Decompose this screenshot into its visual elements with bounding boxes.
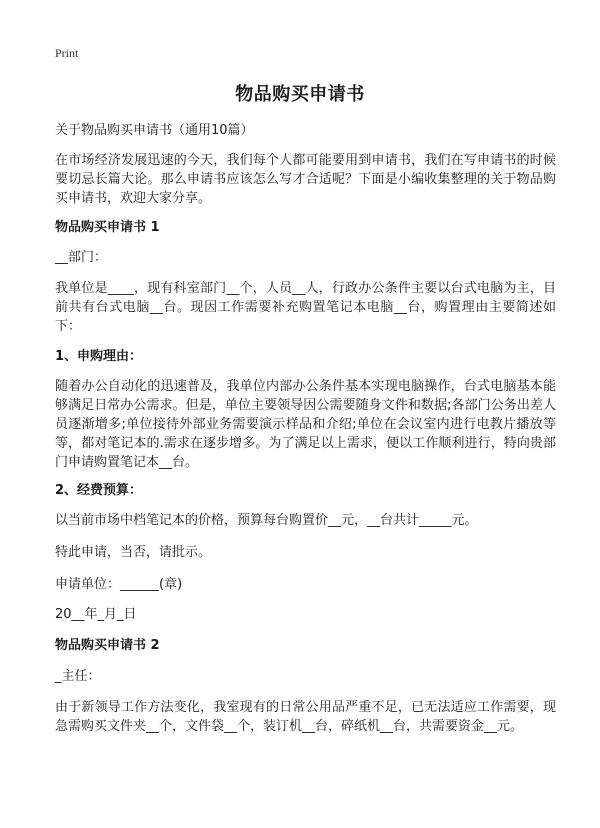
- reason-paragraph: 随着办公自动化的迅速普及，我单位内部办公条件基本实现电脑操作，台式电脑基本能够满足日常办公需求。但是，单位主要领导因公需要随身文件和数据;各部门公务出差人员逐渐增多;单位接待外部业务需要演示样品和介绍;单位在会议室内进行电教片播放等等，都对笔记本的.需求在逐步增多。为了满足以上需求，便以工作顺利进行，特向贵部门申请购置笔记本__台。: [55, 379, 556, 470]
- salutation-2: _主任：: [55, 669, 101, 684]
- paragraph-1: 我单位是____，现有科室部门__个，人员__人，行政办公条件主要以台式电脑为主，目前共有台式电脑__台。现因工作需要补充购置笔记本电脑__台，购置理由主要简述如下：: [55, 281, 556, 334]
- budget-paragraph: 以当前市场中档笔记本的价格，预算每台购置价__元，__台共计_____元。: [55, 513, 478, 528]
- section-heading-2: 物品购买申请书 2: [55, 638, 160, 653]
- salutation-1: __部门：: [55, 250, 108, 265]
- intro-paragraph: 在市场经济发展迅速的今天，我们每个人都可能要用到申请书，我们在写申请书的时候要切忌长篇大论。那么申请书应该怎么写才合适呢？下面是小编收集整理的关于物品购买申请书，欢迎大家分享。: [55, 153, 556, 206]
- date-line: 20__年_月_日: [55, 607, 137, 622]
- print-link[interactable]: Print: [55, 46, 79, 60]
- section-heading-1: 物品购买申请书 1: [55, 220, 160, 235]
- applicant-line: 申请单位：______(章): [55, 577, 183, 592]
- closing-line: 特此申请，当否，请批示。: [55, 545, 212, 560]
- document-title: 物品购买申请书: [235, 84, 365, 105]
- subtitle: 关于物品购买申请书（通用10篇）: [55, 123, 254, 138]
- paragraph-2: 由于新领导工作方法变化，我室现有的日常公用品严重不足，已无法适应工作需要，现急需购买文件夹__个，文件袋__个，装订机__台，碎纸机__台，共需要资金__元。: [55, 700, 556, 734]
- budget-heading: 2、经费预算：: [55, 483, 143, 498]
- reason-heading: 1、申购理由：: [55, 349, 143, 364]
